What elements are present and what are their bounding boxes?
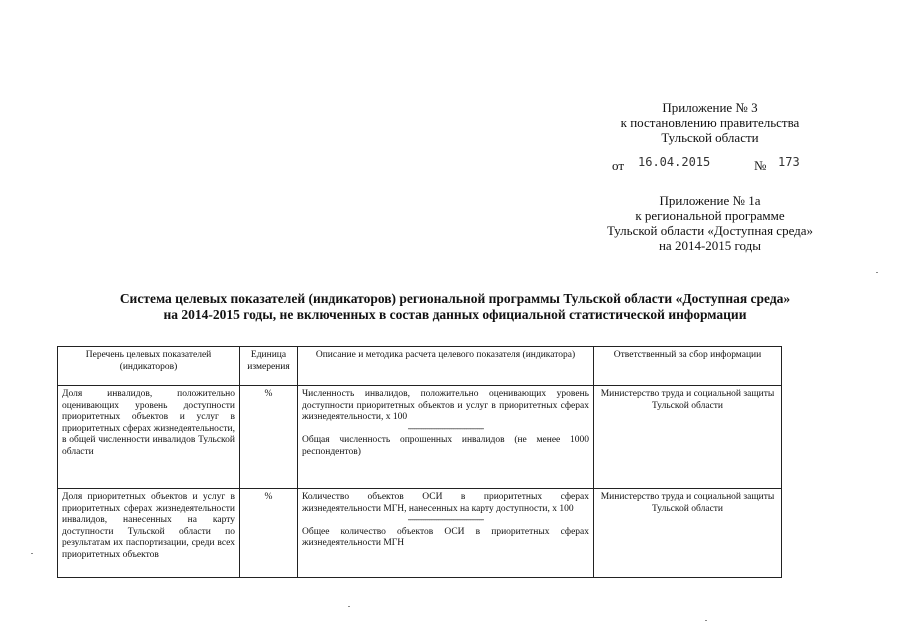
cell-indicator: Доля приоритетных объектов и услуг в приоритетных сферах жизнедеятельности инвалидов, нанесенных на карту доступности Тульской области по результатам их паспортизации, среди всех приоритетных объектов bbox=[58, 489, 240, 578]
appendix-3-line3: Тульской области bbox=[661, 130, 759, 145]
method-divider: ----------------------------------- bbox=[407, 515, 484, 525]
appendix-1a-line2: к региональной программе bbox=[635, 208, 785, 223]
appendix-1a-block bbox=[580, 193, 840, 253]
header-method: Описание и методика расчета целевого показателя (индикатора) bbox=[298, 347, 594, 386]
cell-unit: % bbox=[240, 489, 298, 578]
scan-speck bbox=[876, 272, 878, 273]
method-denominator: Общее количество объектов ОСИ в приоритетных сферах жизнедеятельности МГН bbox=[302, 526, 589, 548]
header-indicators: Перечень целевых показателей (индикаторов) bbox=[58, 347, 240, 386]
scan-speck bbox=[705, 620, 707, 621]
decree-date: 16.04.2015 bbox=[638, 155, 711, 169]
appendix-3-block bbox=[600, 100, 820, 145]
appendix-1a-line3: Тульской области «Доступная среда» bbox=[606, 223, 814, 238]
scan-speck bbox=[348, 606, 350, 607]
table-header-row bbox=[58, 347, 782, 386]
appendix-3-title: Приложение № 3 bbox=[662, 100, 758, 115]
cell-unit: % bbox=[240, 386, 298, 489]
decree-number-sign: № bbox=[754, 158, 767, 173]
method-numerator: Численность инвалидов, положительно оценивающих уровень доступности приоритетных объектов и услуг в приоритетных сферах жизнедеятельности, х 100 bbox=[302, 389, 589, 422]
title-line-2: на 2014-2015 годы, не включенных в состав данных официальной статистической информации bbox=[163, 307, 747, 322]
table-row bbox=[58, 386, 782, 489]
appendix-3-line2: к постановлению правительства bbox=[620, 115, 800, 130]
cell-method bbox=[298, 489, 594, 578]
header-responsible: Ответственный за сбор информации bbox=[594, 347, 782, 386]
title-line-1: Система целевых показателей (индикаторов) региональной программы Тульской области «Доступная среда» bbox=[119, 291, 791, 306]
indicators-table bbox=[57, 346, 782, 578]
scan-speck bbox=[31, 553, 33, 554]
cell-responsible: Министерство труда и социальной защиты Тульской области bbox=[594, 386, 782, 489]
method-denominator: Общая численность опрошенных инвалидов (не менее 1000 респондентов) bbox=[302, 435, 589, 457]
table-row bbox=[58, 489, 782, 578]
document-title bbox=[60, 291, 850, 323]
cell-indicator: Доля инвалидов, положительно оценивающих уровень доступности приоритетных объектов и услуг в приоритетных сферах жизнедеятельности, в общей численности инвалидов Тульской области bbox=[58, 386, 240, 489]
cell-method bbox=[298, 386, 594, 489]
decree-number: 173 bbox=[778, 155, 800, 169]
cell-responsible: Министерство труда и социальной защиты Тульской области bbox=[594, 489, 782, 578]
method-numerator: Количество объектов ОСИ в приоритетных сферах жизнедеятельности МГН, нанесенных на карту доступности, х 100 bbox=[302, 492, 589, 514]
method-divider: ----------------------------------- bbox=[407, 423, 484, 434]
header-unit: Единица измерения bbox=[240, 347, 298, 386]
appendix-1a-line4: на 2014-2015 годы bbox=[658, 238, 762, 253]
decree-ot-label: от bbox=[612, 158, 625, 173]
appendix-1a-title: Приложение № 1а bbox=[659, 193, 761, 208]
